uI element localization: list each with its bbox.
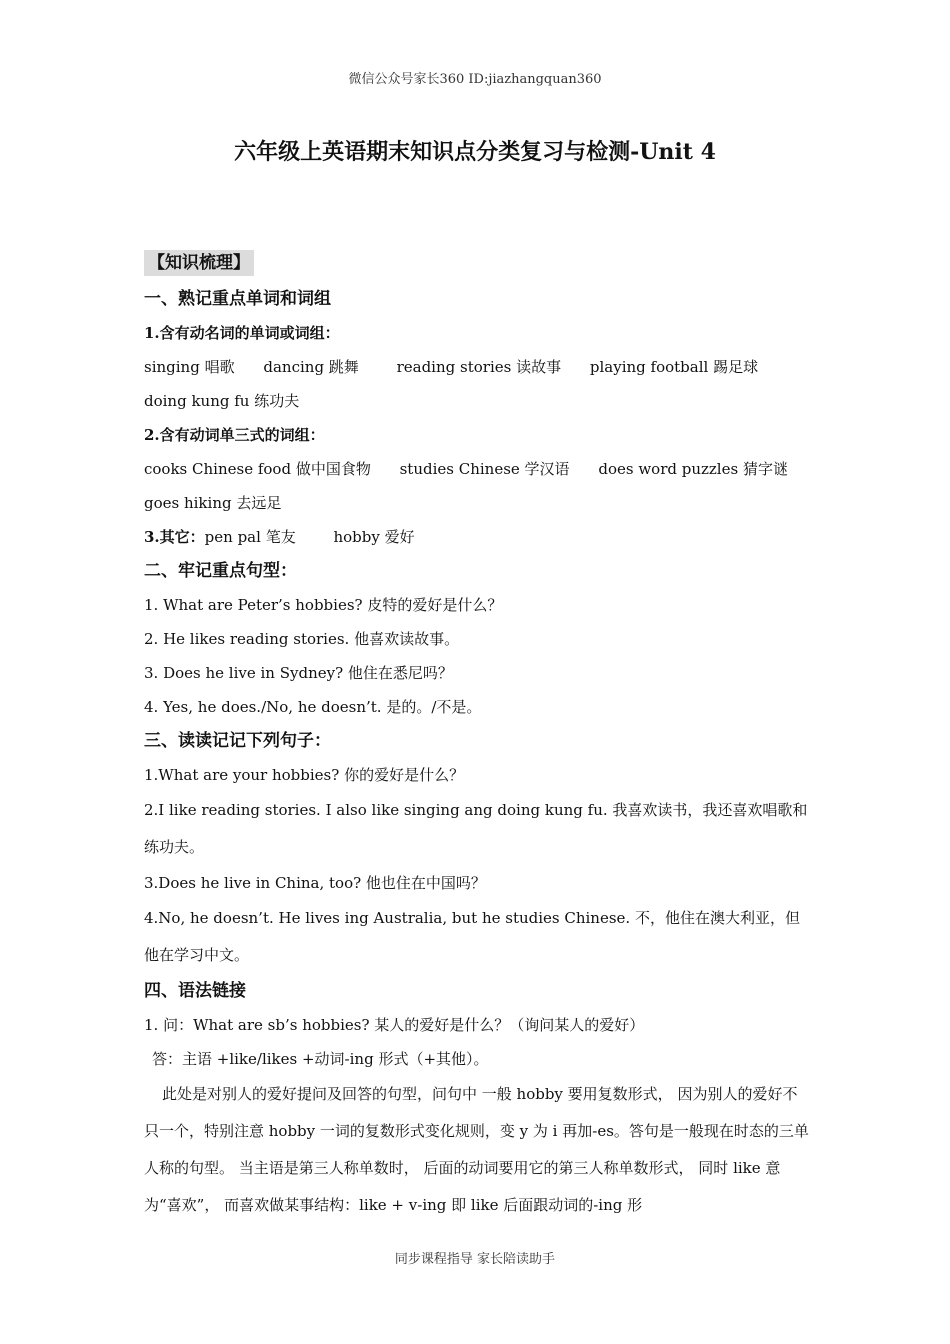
document-body (144, 250, 810, 1224)
vocab-item: cooks Chinese food 做中国食物 (144, 460, 371, 478)
vocab-line (144, 350, 810, 384)
header-note: 微信公众号家长360 ID:jiazhangquan360 (348, 72, 602, 87)
vocab-line (144, 384, 810, 418)
sentence-line: 1.What are your hobbies? 你的爱好是什么？ (144, 766, 465, 784)
section-tag: 【知识梳理】 (144, 250, 254, 276)
sentence-line: 4. Yes, he does./No, he doesn’t. 是的。/不是。 (144, 698, 482, 716)
vocab-item: playing football 踢足球 (589, 358, 759, 376)
section1-sub3-label: 3.其它： (144, 528, 205, 546)
grammar-paragraph: 此处是对别人的爱好提问及回答的句型，问句中 一般 hobby 要用复数形式， 因为别人的爱好不只一个，特别注意 hobby 一词的复数形式变化规则，变 y 为 i 再加-es。答句是一般现在时态的三单人称的句型。 当主语是第三人称单数时， 后面的动词要用它的第三人称单数形式， 同时 like 意为“喜欢”， 而喜欢做某事结构：like + v-ing 即 like 后面跟动词的-ing 形 (144, 1085, 809, 1214)
grammar-answer: 答：主语 +like/likes +动词-ing 形式（+其他）。 (152, 1050, 489, 1068)
vocab-item: pen pal 笔友 (204, 528, 296, 546)
sentence-line: 2.I like reading stories. I also like singing ang doing kung fu. 我喜欢读书，我还喜欢唱歌和练功夫。 (144, 801, 808, 856)
footer-note: 同步课程指导 家长陪读助手 (394, 1252, 556, 1267)
sentence-line: 3.Does he live in China, too? 他也住在中国吗？ (144, 874, 486, 892)
vocab-item: doing kung fu 练功夫 (144, 392, 300, 410)
vocab-item: hobby 爱好 (333, 528, 415, 546)
section4-heading: 四、语法链接 (144, 981, 246, 1001)
vocab-line (144, 520, 810, 554)
vocab-item: goes hiking 去远足 (144, 494, 282, 512)
sentence-line: 4.No, he doesn’t. He lives ing Australia, but he studies Chinese. 不，他住在澳大利亚，但他在学习中文。 (144, 909, 800, 964)
vocab-item: reading stories 读故事 (396, 358, 562, 376)
sentence-line: 2. He likes reading stories. 他喜欢读故事。 (144, 630, 460, 648)
grammar-question: 1. 问：What are sb’s hobbies? 某人的爱好是什么？（询问某人的爱好） (144, 1016, 645, 1034)
vocab-item: dancing 跳舞 (263, 358, 359, 376)
vocab-line (144, 452, 810, 486)
vocab-item: singing 唱歌 (144, 358, 235, 376)
vocab-line (144, 486, 810, 520)
document-title: 六年级上英语期末知识点分类复习与检测-Unit 4 (234, 139, 716, 165)
section1-sub1: 1.含有动名词的单词或词组： (144, 324, 340, 342)
section1-heading: 一、熟记重点单词和词组 (144, 289, 331, 309)
section2-heading: 二、牢记重点句型： (144, 561, 297, 581)
sentence-line: 1. What are Peter’s hobbies? 皮特的爱好是什么？ (144, 596, 503, 614)
section1-sub2: 2.含有动词单三式的词组： (144, 426, 325, 444)
vocab-item: does word puzzles 猜字谜 (598, 460, 788, 478)
vocab-item: studies Chinese 学汉语 (399, 460, 570, 478)
sentence-line: 3. Does he live in Sydney? 他住在悉尼吗？ (144, 664, 453, 682)
section3-heading: 三、读读记记下列句子： (144, 731, 331, 751)
